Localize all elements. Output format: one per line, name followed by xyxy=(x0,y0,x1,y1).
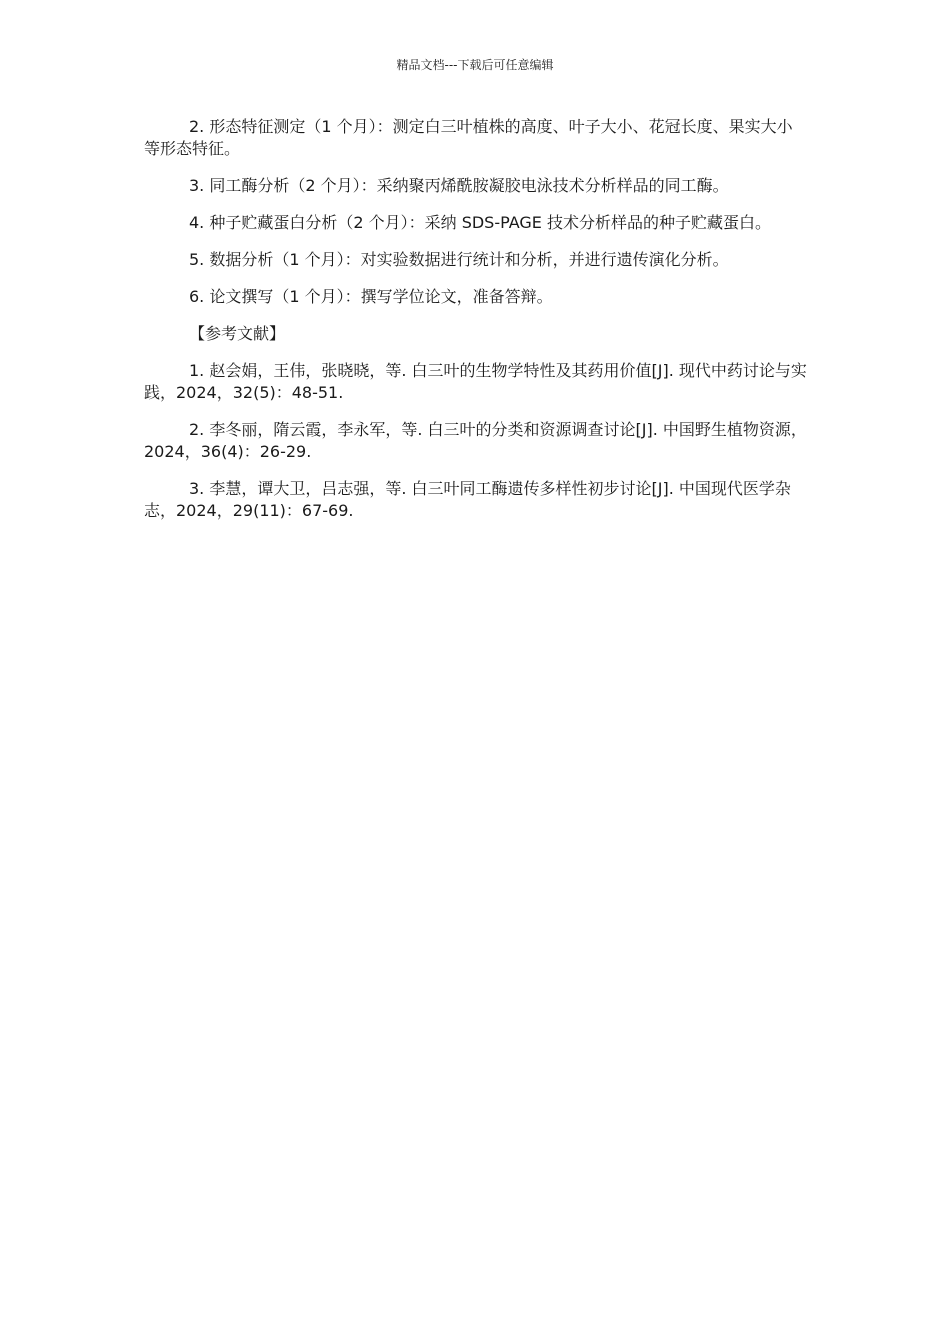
document-body xyxy=(144,116,808,522)
references-heading: 【参考文献】 xyxy=(189,324,286,343)
reference-item-2: 2. 李冬丽，隋云霞，李永军，等. 白三叶的分类和资源调查讨论[J]. 中国野生植物资源，2024，36(4)：26-29. xyxy=(144,420,807,461)
plan-item-2: 2. 形态特征测定（1 个月）：测定白三叶植株的高度、叶子大小、花冠长度、果实大小等形态特征。 xyxy=(144,117,793,158)
plan-item-5: 5. 数据分析（1 个月）：对实验数据进行统计和分析，并进行遗传演化分析。 xyxy=(189,250,729,269)
page-header: 精品文档---下载后可任意编辑 xyxy=(396,58,554,72)
reference-item-1: 1. 赵会娟，王伟，张晓晓，等. 白三叶的生物学特性及其药用价值[J]. 现代中药讨论与实践，2024，32(5)：48-51. xyxy=(144,361,807,402)
plan-item-4: 4. 种子贮藏蛋白分析（2 个月）：采纳 SDS-PAGE 技术分析样品的种子贮藏蛋白。 xyxy=(189,213,771,232)
reference-item-3: 3. 李慧，谭大卫，吕志强，等. 白三叶同工酶遗传多样性初步讨论[J]. 中国现代医学杂志，2024，29(11)：67-69. xyxy=(144,479,791,520)
plan-item-3: 3. 同工酶分析（2 个月）：采纳聚丙烯酰胺凝胶电泳技术分析样品的同工酶。 xyxy=(189,176,729,195)
plan-item-6: 6. 论文撰写（1 个月）：撰写学位论文，准备答辩。 xyxy=(189,287,553,306)
